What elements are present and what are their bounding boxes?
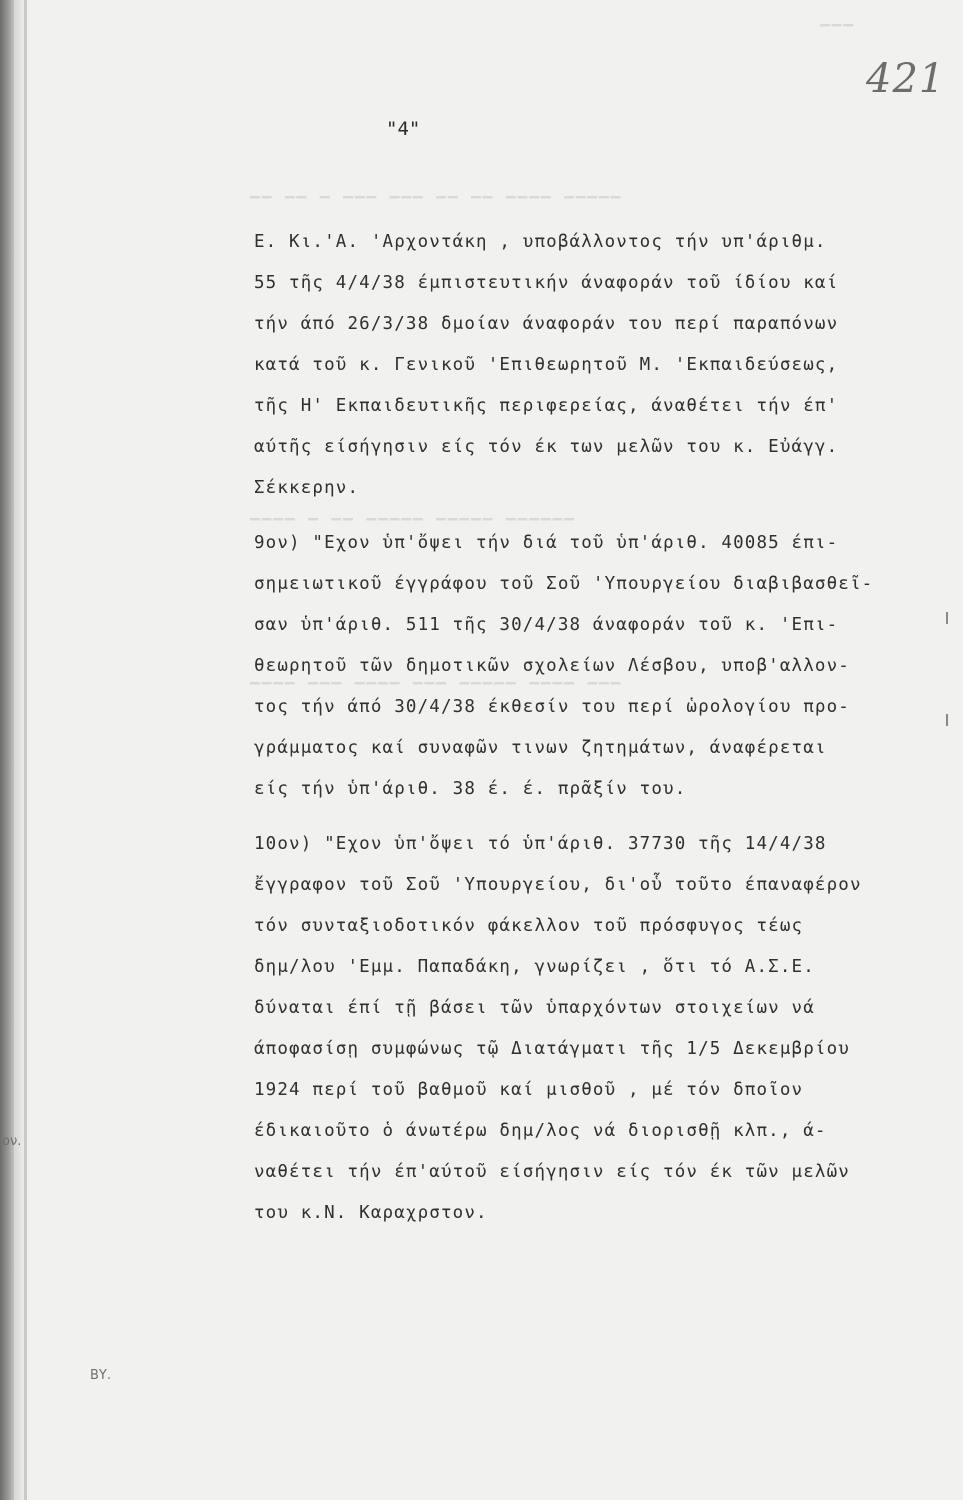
- text-line: δημ/λου 'Εμμ. Παπαδάκη, γνωρίζει , ὅτι τό Α.Σ.Ε.: [254, 957, 815, 977]
- text-line: είς τήν ὑπ'άριθ. 38 έ. έ. πρᾶξίν του.: [254, 779, 687, 799]
- text-line: 55 τῆς 4/4/38 έμπιστευτικήν άναφοράν τοῦ ίδίου καί: [254, 273, 839, 293]
- text-line: 10ον) "Εχον ὑπ'ὄψει τό ὑπ'άριθ. 37730 τῆς 14/4/38: [254, 834, 827, 854]
- margin-mark: ον.: [2, 1134, 22, 1149]
- bleed-through: ▔▔ ▔▔ ▔ ▔▔▔ ▔▔▔ ▔▔ ▔▔ ▔▔▔▔ ▔▔▔▔▔: [250, 196, 623, 215]
- text-line: σημειωτικοῦ έγγράφου τοῦ Σοῦ 'Υπουργείου διαβιβασθεῖ-: [254, 574, 874, 594]
- text-line: τῆς Η' Εκπαιδευτικῆς περιφερείας, άναθέτει τήν έπ': [254, 396, 839, 416]
- typed-text-body: [254, 222, 954, 1234]
- text-line: τος τήν άπό 30/4/38 έκθεσίν του περί ὡρολογίου προ-: [254, 697, 850, 717]
- text-line: γράμματος καί συναφῶν τινων ζητημάτων, άναφέρεται: [254, 738, 827, 758]
- text-line: δύναται έπί τῇ βάσει τῶν ὑπαρχόντων στοιχείων νά: [254, 998, 815, 1018]
- page-number: 421: [866, 56, 946, 102]
- text-line: θεωρητοῦ τῶν δημοτικῶν σχολείων Λέσβου, υποβ'αλλον-: [254, 656, 850, 676]
- text-line: Ε. Κι.'Α. 'Αρχοντάκη , υποβάλλοντος τήν υπ'άριθμ.: [254, 232, 827, 252]
- text-line: 9ον) "Εχον ὑπ'ὄψει τήν διά τοῦ ὑπ'άριθ. 40085 έπι-: [254, 533, 839, 553]
- text-line: τόν συνταξιοδοτικόν φάκελλον τοῦ πρόσφυγος τέως: [254, 916, 804, 936]
- paragraph-gap: [254, 810, 954, 824]
- binding-strip: [0, 0, 14, 1500]
- text-line: Σέκκερην.: [254, 478, 360, 498]
- text-line: άποφασίσῃ συμφώνως τῷ Διατάγματι τῆς 1/5 Δεκεμβρίου: [254, 1039, 850, 1059]
- section-mark: "4": [386, 118, 421, 140]
- binding-shadow: [14, 0, 24, 1500]
- text-line: ἔγγραφον τοῦ Σοῦ 'Υπουργείου, δι'οὗ τοῦτο έπαναφέρον: [254, 875, 862, 895]
- text-line: κατά τοῦ κ. Γενικοῦ 'Επιθεωρητοῦ Μ. 'Εκπαιδεύσεως,: [254, 355, 839, 375]
- text-line: έδικαιοῦτο ὁ άνωτέρω δημ/λος νά διορισθῇ κλπ., ά-: [254, 1121, 827, 1141]
- text-line: τήν άπό 26/3/38 δμοίαν άναφοράν του περί παραπόνων: [254, 314, 839, 334]
- text-line: 1924 περί τοῦ βαθμοῦ καί μισθοῦ , μέ τόν δποῖον: [254, 1080, 804, 1100]
- text-line: σαν ὑπ'άριθ. 511 τῆς 30/4/38 άναφοράν τοῦ κ. 'Επι-: [254, 615, 839, 635]
- text-line: του κ.Ν. Καραχρστον.: [254, 1203, 488, 1223]
- paragraph-gap: [254, 509, 954, 523]
- bleed-through: ▔▔▔: [820, 24, 855, 43]
- text-line: αύτῆς είσήγησιν είς τόν έκ των μελῶν του κ. Εὐάγγ.: [254, 437, 839, 457]
- margin-mark: ΒΥ.: [90, 1368, 111, 1383]
- bleed-through: ▔▔▔▔ ▔▔▔ ▔▔▔▔ ▔▔▔ ▔▔▔▔▔ ▔▔▔▔ ▔▔▔: [250, 682, 623, 701]
- text-line: ναθέτει τήν έπ'αύτοῦ είσήγησιν είς τόν έκ τῶν μελῶν: [254, 1162, 850, 1182]
- bleed-through: ▔▔▔▔ ▔ ▔▔ ▔▔▔▔▔ ▔▔▔▔▔ ▔▔▔▔▔▔: [250, 518, 576, 537]
- paper-edge: [24, 0, 27, 1500]
